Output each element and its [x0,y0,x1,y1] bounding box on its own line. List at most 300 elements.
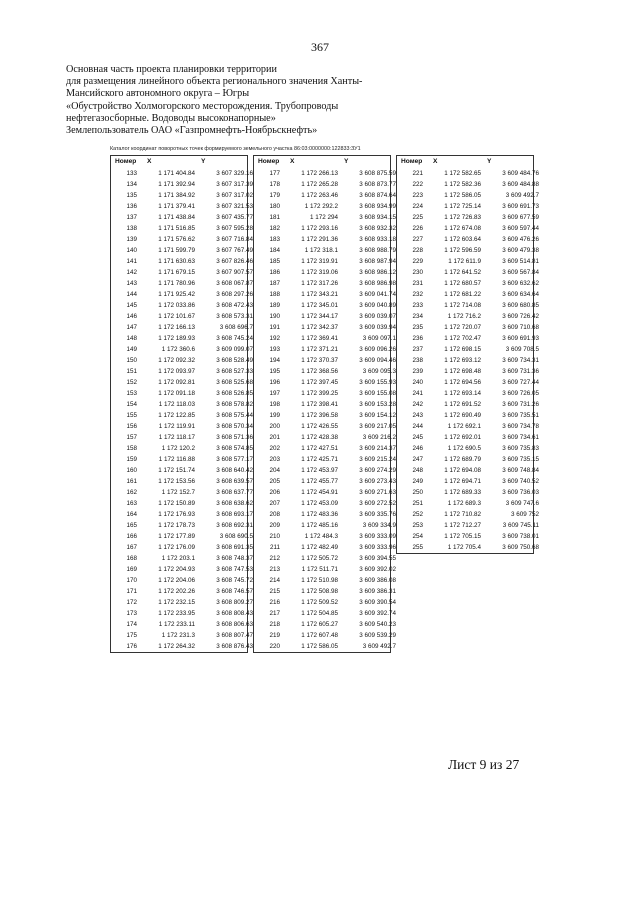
y-cell: 3 609 514.81 [502,258,539,265]
y-cell: 3 609 392.74 [359,610,396,617]
column-header-x: X [290,158,295,165]
y-cell: 3 609 390.54 [359,599,396,606]
y-cell: 3 608 297.26 [216,291,253,298]
x-cell: 1 172 689.79 [444,456,481,463]
y-cell: 3 609 540.23 [359,621,396,628]
x-cell: 1 172 710.82 [444,511,481,518]
table-row [254,597,396,608]
table-row [111,432,253,443]
table-row [254,388,396,399]
y-cell: 3 609 484.88 [502,181,539,188]
x-cell: 1 172 344.17 [301,313,338,320]
coordinates-table-3 [396,155,539,554]
y-cell: 3 608 745.24 [216,335,253,342]
x-cell: 1 172 120.2 [161,445,195,452]
y-cell: 3 609 597.44 [502,225,539,232]
table-row [111,388,253,399]
x-cell: 1 172 202.26 [158,588,195,595]
x-cell: 1 172 232.15 [158,599,195,606]
x-cell: 1 172 399.25 [301,390,338,397]
coordinates-table-2 [253,155,396,653]
y-cell: 3 609 632.62 [502,280,539,287]
x-cell: 1 172 586.05 [301,643,338,650]
number-cell: 161 [126,478,137,485]
x-cell: 1 171 438.84 [158,214,195,221]
table-row [111,322,253,333]
table-row [111,443,253,454]
x-cell: 1 172 264.32 [158,643,195,650]
y-cell: 3 609 736.03 [502,489,539,496]
header-line: Основная часть проекта планировки территории [66,64,277,75]
table-row [397,234,539,245]
x-cell: 1 172 605.27 [301,621,338,628]
x-cell: 1 172 692.01 [444,434,481,441]
table-row [111,454,253,465]
y-cell: 3 608 934.15 [359,214,396,221]
x-cell: 1 172 092.32 [158,357,195,364]
table-row [254,454,396,465]
number-cell: 226 [412,225,423,232]
table-row [111,520,253,531]
x-cell: 1 172 694.71 [444,478,481,485]
table-row [254,487,396,498]
y-cell: 3 609 745.11 [502,522,539,529]
table-row [254,377,396,388]
x-cell: 1 172 505.72 [301,555,338,562]
table-row [397,377,539,388]
y-cell: 3 609 333.09 [359,533,396,540]
y-cell: 3 608 693.17 [216,511,253,518]
table-row [254,322,396,333]
x-cell: 1 172 484.3 [304,533,338,540]
y-cell: 3 609 097.1 [362,335,396,342]
y-cell: 3 609 272.52 [359,500,396,507]
number-cell: 246 [412,445,423,452]
x-cell: 1 172 693.14 [444,390,481,397]
y-cell: 3 608 808.43 [216,610,253,617]
number-cell: 137 [126,214,137,221]
y-cell: 3 609 214.37 [359,445,396,452]
column-header-x: X [147,158,152,165]
table-row [397,509,539,520]
number-cell: 155 [126,412,137,419]
number-cell: 160 [126,467,137,474]
x-cell: 1 172 266.13 [301,170,338,177]
x-cell: 1 172 093.97 [158,368,195,375]
x-cell: 1 172 371.21 [301,346,338,353]
x-cell: 1 172 511.71 [301,566,338,573]
y-cell: 3 608 640.42 [216,467,253,474]
column-header-number: Номер [258,158,280,165]
table-row [254,344,396,355]
table-row [397,300,539,311]
table-row [111,300,253,311]
number-cell: 175 [126,632,137,639]
y-cell: 3 609 735.15 [502,456,539,463]
number-cell: 198 [269,401,280,408]
y-cell: 3 608 932.32 [359,225,396,232]
number-cell: 216 [269,599,280,606]
table-row [111,190,253,201]
number-cell: 221 [412,170,423,177]
y-cell: 3 609 094.46 [359,357,396,364]
table-row [254,410,396,421]
table-row [397,498,539,509]
y-cell: 3 608 873.77 [359,181,396,188]
number-cell: 194 [269,357,280,364]
x-cell: 1 171 576.62 [158,236,195,243]
number-cell: 200 [269,423,280,430]
x-cell: 1 172 509.52 [301,599,338,606]
x-cell: 1 172 698.48 [444,368,481,375]
number-cell: 211 [269,544,280,551]
number-cell: 185 [269,258,280,265]
x-cell: 1 172 712.27 [444,522,481,529]
table-row [111,344,253,355]
table-row [397,190,539,201]
y-cell: 3 609 099.07 [216,346,253,353]
x-cell: 1 172 153.56 [158,478,195,485]
number-cell: 240 [412,379,423,386]
x-cell: 1 172 231.3 [161,632,195,639]
table-row [254,212,396,223]
y-cell: 3 609 479.38 [502,247,539,254]
x-cell: 1 172 586.05 [444,192,481,199]
x-cell: 1 172 177.89 [158,533,195,540]
table-row [397,421,539,432]
number-cell: 181 [269,214,280,221]
table-row [254,311,396,322]
x-cell: 1 172 398.41 [301,401,338,408]
y-cell: 3 609 155.93 [359,379,396,386]
y-cell: 3 608 528.49 [216,357,253,364]
table-row [254,432,396,443]
x-cell: 1 172 690.5 [447,445,481,452]
y-cell: 3 609 154.12 [359,412,396,419]
table-row [254,641,396,652]
table-row [111,366,253,377]
table-row [397,322,539,333]
number-cell: 147 [126,324,137,331]
y-cell: 3 607 317.02 [216,192,253,199]
y-cell: 3 609 726.05 [502,390,539,397]
x-cell: 1 171 780.96 [158,280,195,287]
table-row [111,399,253,410]
x-cell: 1 172 265.28 [301,181,338,188]
number-cell: 233 [412,302,423,309]
y-cell: 3 608 577.17 [216,456,253,463]
x-cell: 1 172 596.59 [444,247,481,254]
x-cell: 1 172 033.86 [158,302,195,309]
number-cell: 170 [126,577,137,584]
number-cell: 173 [126,610,137,617]
y-cell: 3 608 874.64 [359,192,396,199]
number-cell: 218 [269,621,280,628]
x-cell: 1 172 204.93 [158,566,195,573]
table-row [397,355,539,366]
table-row [111,201,253,212]
table-row [111,487,253,498]
table-row [254,234,396,245]
coordinates-table-1 [110,155,253,653]
table-row [397,179,539,190]
x-cell: 1 172 178.73 [158,522,195,529]
y-cell: 3 607 321.53 [216,203,253,210]
y-cell: 3 609 039.94 [359,324,396,331]
y-cell: 3 608 637.77 [216,489,253,496]
x-cell: 1 172 092.81 [158,379,195,386]
number-cell: 174 [126,621,137,628]
y-cell: 3 608 691.35 [216,544,253,551]
y-cell: 3 608 875.59 [359,170,396,177]
y-cell: 3 608 876.43 [216,643,253,650]
table-row [111,630,253,641]
number-cell: 204 [269,467,280,474]
y-cell: 3 609 727.44 [502,379,539,386]
header-line: Землепользователь ОАО «Газпромнефть-Ноябрьскнефть» [66,125,318,137]
number-cell: 215 [269,588,280,595]
table-row [254,179,396,190]
y-cell: 3 608 933.18 [359,236,396,243]
x-cell: 1 172 689.3 [447,500,481,507]
x-cell: 1 172 263.46 [301,192,338,199]
number-cell: 252 [412,511,423,518]
number-cell: 187 [269,280,280,287]
table-row [111,597,253,608]
page-number: 367 [311,40,329,54]
y-cell: 3 607 329.16 [216,170,253,177]
x-cell: 1 172 317.26 [301,280,338,287]
table-row [254,289,396,300]
y-cell: 3 608 934.99 [359,203,396,210]
y-cell: 3 609 039.07 [359,313,396,320]
number-cell: 165 [126,522,137,529]
y-cell: 3 608 696.7 [219,324,253,331]
table-row [254,201,396,212]
number-cell: 162 [126,489,137,496]
table-row [397,311,539,322]
number-cell: 193 [269,346,280,353]
y-cell: 3 609 386.08 [359,577,396,584]
table-row [254,619,396,630]
y-cell: 3 608 570.34 [216,423,253,430]
y-cell: 3 607 435.77 [216,214,253,221]
table-row [254,256,396,267]
number-cell: 177 [269,170,280,177]
x-cell: 1 172 720.07 [444,324,481,331]
table-row [111,245,253,256]
document-header [66,64,396,137]
table-row [254,278,396,289]
y-cell: 3 607 716.84 [216,236,253,243]
x-cell: 1 172 454.91 [301,489,338,496]
number-cell: 166 [126,533,137,540]
number-cell: 138 [126,225,137,232]
x-cell: 1 171 925.42 [158,291,195,298]
y-cell: 3 608 067.87 [216,280,253,287]
number-cell: 134 [126,181,137,188]
table-row [111,333,253,344]
number-cell: 190 [269,313,280,320]
x-cell: 1 172 294 [309,214,338,221]
table-row [397,212,539,223]
number-cell: 169 [126,566,137,573]
table-row [111,377,253,388]
header-line: нефтегазосборные. Водоводы высоконапорные» [66,112,276,124]
y-cell: 3 608 692.31 [216,522,253,529]
x-cell: 1 172 233.95 [158,610,195,617]
x-cell: 1 172 455.77 [301,478,338,485]
table-row [254,476,396,487]
y-cell: 3 609 731.36 [502,368,539,375]
x-cell: 1 172 118.17 [158,434,195,441]
x-cell: 1 171 392.94 [158,181,195,188]
y-cell: 3 608 525.68 [216,379,253,386]
x-cell: 1 172 582.36 [444,181,481,188]
number-cell: 136 [126,203,137,210]
table-header [397,156,533,168]
x-cell: 1 172 714.08 [444,302,481,309]
table-row [111,564,253,575]
x-cell: 1 172 176.09 [158,544,195,551]
table-row [111,575,253,586]
y-cell: 3 609 492.7 [362,643,396,650]
x-cell: 1 172 716.2 [447,313,481,320]
y-cell: 3 609 710.68 [502,324,539,331]
table-row [254,520,396,531]
sheet-label: Лист 9 из 27 [448,757,520,772]
x-cell: 1 172 091.18 [158,390,195,397]
x-cell: 1 172 360.6 [161,346,195,353]
y-cell: 3 609 215.24 [359,456,396,463]
number-cell: 205 [269,478,280,485]
x-cell: 1 172 582.65 [444,170,481,177]
number-cell: 235 [412,324,423,331]
y-cell: 3 609 734.31 [502,357,539,364]
y-cell: 3 608 809.27 [216,599,253,606]
x-cell: 1 171 516.85 [158,225,195,232]
x-cell: 1 172 681.22 [444,291,481,298]
table-row [397,289,539,300]
y-cell: 3 608 575.44 [216,412,253,419]
y-cell: 3 609 394.55 [359,555,396,562]
x-cell: 1 172 189.93 [158,335,195,342]
y-cell: 3 608 638.62 [216,500,253,507]
y-cell: 3 609 096.26 [359,346,396,353]
table-row [111,234,253,245]
table-row [111,267,253,278]
number-cell: 159 [126,456,137,463]
table-row [397,168,539,179]
number-cell: 145 [126,302,137,309]
table-row [111,542,253,553]
y-cell: 3 609 476.26 [502,236,539,243]
x-cell: 1 172 291.36 [301,236,338,243]
table-row [111,168,253,179]
table-row [254,190,396,201]
number-cell: 197 [269,390,280,397]
table-header [254,156,390,168]
y-cell: 3 608 986.12 [359,269,396,276]
y-cell: 3 608 527.33 [216,368,253,375]
y-cell: 3 609 747.6 [505,500,539,507]
number-cell: 184 [269,247,280,254]
number-cell: 202 [269,445,280,452]
number-cell: 209 [269,522,280,529]
y-cell: 3 608 988.79 [359,247,396,254]
number-cell: 158 [126,445,137,452]
x-cell: 1 171 379.41 [158,203,195,210]
table-row [254,564,396,575]
number-cell: 154 [126,401,137,408]
number-cell: 146 [126,313,137,320]
table-row [111,608,253,619]
number-cell: 196 [269,379,280,386]
number-cell: 140 [126,247,137,254]
table-row [111,311,253,322]
table-row [111,531,253,542]
number-cell: 217 [269,610,280,617]
number-cell: 230 [412,269,423,276]
number-cell: 144 [126,291,137,298]
y-cell: 3 609 691.93 [502,335,539,342]
x-cell: 1 172 694.08 [444,467,481,474]
y-cell: 3 608 745.72 [216,577,253,584]
x-cell: 1 172 119.91 [158,423,195,430]
x-cell: 1 172 204.06 [158,577,195,584]
y-cell: 3 608 574.85 [216,445,253,452]
y-cell: 3 609 492.7 [505,192,539,199]
y-cell: 3 609 386.31 [359,588,396,595]
number-cell: 243 [412,412,423,419]
y-cell: 3 609 334.9 [362,522,396,529]
x-cell: 1 172 318.1 [304,247,338,254]
table-row [111,179,253,190]
table-row [254,223,396,234]
y-cell: 3 609 734.61 [502,434,539,441]
table-row [254,355,396,366]
number-cell: 224 [412,203,423,210]
x-cell: 1 172 689.33 [444,489,481,496]
table-row [111,553,253,564]
number-cell: 250 [412,489,423,496]
y-cell: 3 609 217.05 [359,423,396,430]
number-cell: 254 [412,533,423,540]
column-header-number: Номер [401,158,423,165]
table-row [397,245,539,256]
y-cell: 3 609 041.74 [359,291,396,298]
number-cell: 207 [269,500,280,507]
y-cell: 3 609 735.51 [502,412,539,419]
x-cell: 1 172 176.93 [158,511,195,518]
number-cell: 249 [412,478,423,485]
number-cell: 245 [412,434,423,441]
number-cell: 189 [269,302,280,309]
number-cell: 142 [126,269,137,276]
number-cell: 188 [269,291,280,298]
x-cell: 1 171 384.92 [158,192,195,199]
y-cell: 3 609 335.76 [359,511,396,518]
y-cell: 3 608 472.43 [216,302,253,309]
number-cell: 171 [126,588,137,595]
number-cell: 178 [269,181,280,188]
table-row [397,399,539,410]
number-cell: 203 [269,456,280,463]
table-row [111,476,253,487]
x-cell: 1 172 342.37 [301,324,338,331]
y-cell: 3 607 595.28 [216,225,253,232]
x-cell: 1 172 641.52 [444,269,481,276]
